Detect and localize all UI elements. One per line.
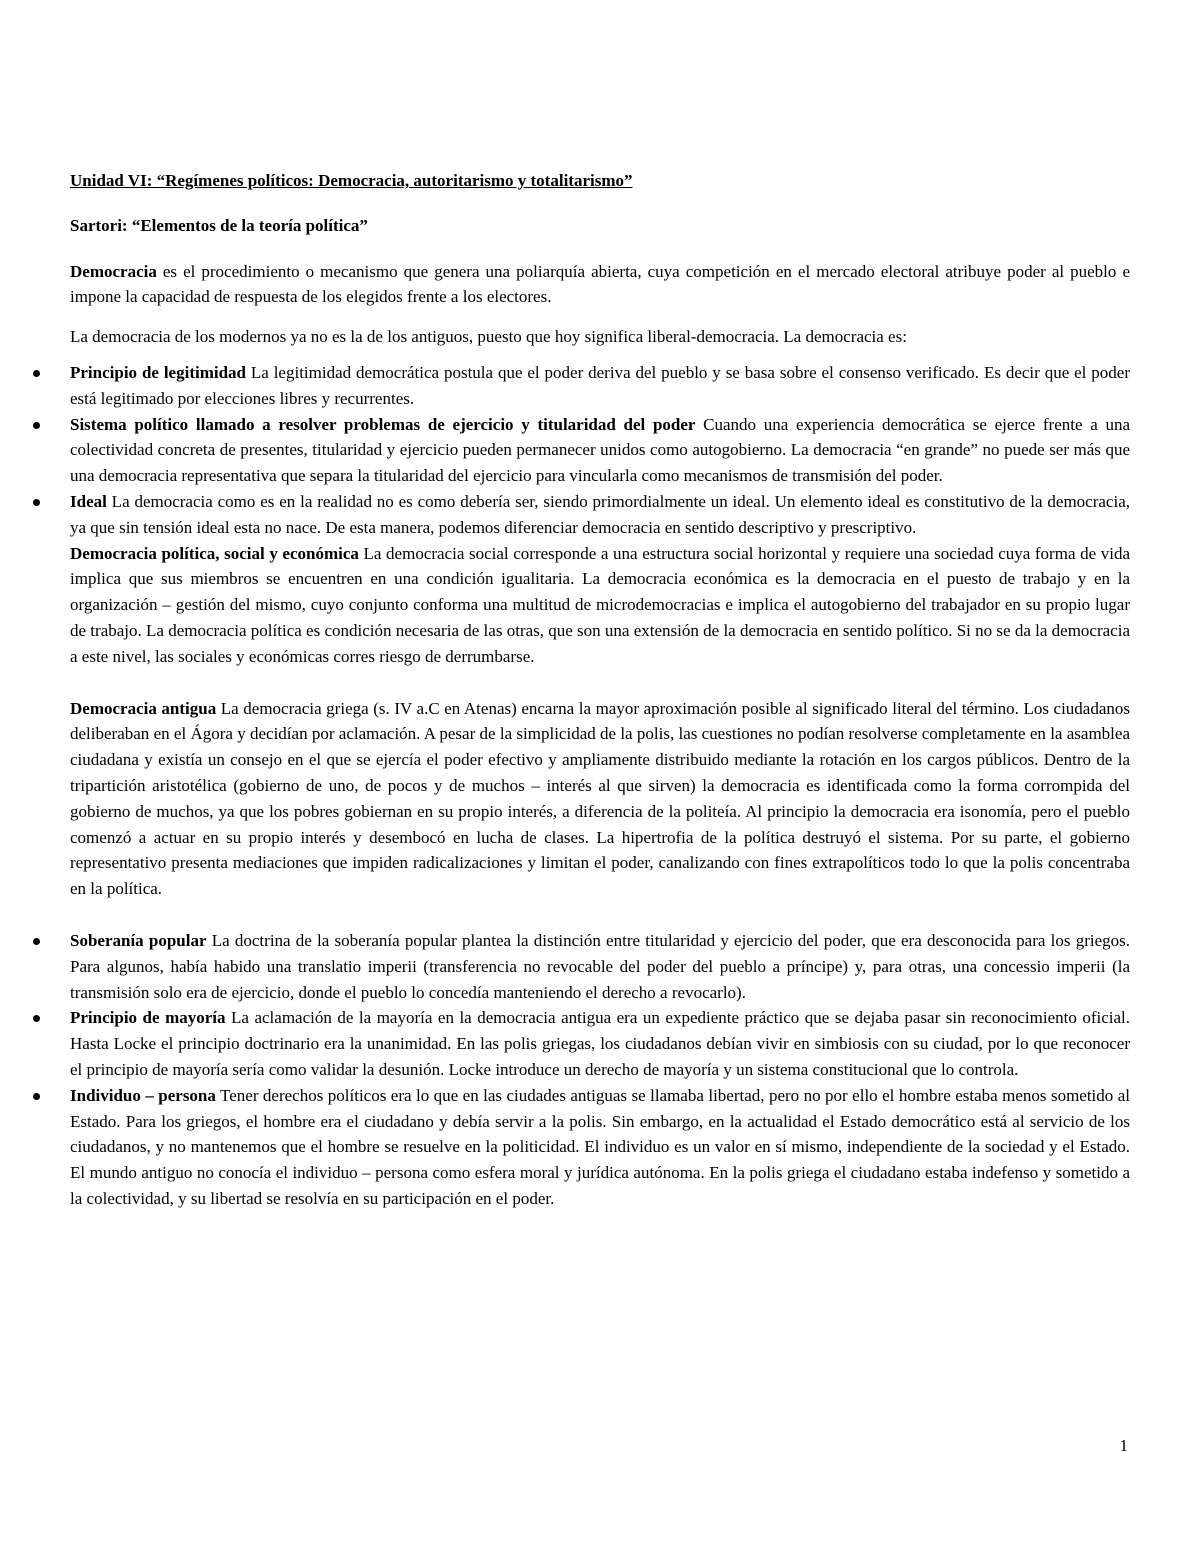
intro-term: Democracia bbox=[70, 261, 157, 281]
section-pse-text: La democracia social corresponde a una estructura social horizontal y requiere una sociedad cuya forma de vida implica que sus miembros se encuentren en una condición igualitaria. La democracia económica es la democracia en el puesto de trabajo y en la organización – gestión del mismo, cuyo conjunto conforma una multitud de microdemocracias e implica el autogobierno del trabajador en su propio lugar de trabajo. La democracia política es condición necesaria de las otras, que son una extensión de la democracia en sentido político. Si no se da la democracia a este nivel, las sociales y económicas corres riesgo de derrumbarse. bbox=[70, 543, 1131, 666]
intro2-paragraph: La democracia de los modernos ya no es la de los antiguos, puesto que hoy significa liberal-democracia. La democracia es: bbox=[70, 327, 907, 347]
page-number: 1 bbox=[1119, 1436, 1128, 1455]
list-item-text: La doctrina de la soberanía popular plantea la distinción entre titularidad y ejercicio del poder, que era desconocida para los griegos. Para algunos, había habido una translatio imperii (transferencia no revocable del poder del pueblo a príncipe) y, para otras, una concessio imperii (la transmisión solo era de ejercicio, donde el pueblo lo concedía manteniendo el derecho a revocarlo). bbox=[70, 930, 1130, 1002]
list-item-text: La democracia como es en la realidad no es como debería ser, siendo primordialmente un ideal. Un elemento ideal es constitutivo de la democracia, ya que sin tensión ideal esta no nace. De esta manera, podemos diferenciar democracia en sentido descriptivo y prescriptivo. bbox=[70, 491, 1130, 537]
bullet-icon bbox=[33, 938, 40, 945]
list-item bbox=[70, 928, 1130, 1005]
bullet-icon bbox=[33, 1093, 40, 1100]
bullet-icon bbox=[33, 422, 40, 429]
intro-paragraph bbox=[70, 259, 1130, 311]
bullet-icon bbox=[33, 370, 40, 377]
bullet-list-2 bbox=[70, 928, 1130, 1212]
section-pse-paragraph bbox=[70, 541, 1130, 670]
list-item bbox=[70, 1083, 1130, 1212]
document-title: Unidad VI: “Regímenes políticos: Democracia, autoritarismo y totalitarismo” bbox=[70, 171, 633, 190]
section-antigua-text: La democracia griega (s. IV a.C en Atenas) encarna la mayor aproximación posible al significado literal del término. Los ciudadanos deliberaban en el Ágora y decidían por aclamación. A pesar de la simplicidad de la polis, las cuestiones no podían resolverse completamente en la asamblea ciudadana y existía un consejo en el que se ejercía el poder efectivo y ampliamente distribuido mediante la rotación en los cargos públicos. Dentro de la tripartición aristotélica (gobierno de uno, de pocos y de muchos – interés al que sirven) la democracia es identificada como la forma corrompida del gobierno de muchos, ya que los pobres gobiernan en su propio interés, a diferencia de la politeía. Al principio la democracia era isonomía, pero el pueblo comenzó a actuar en su propio interés y desembocó en lucha de clases. La hipertrofia de la política destruyó el sistema. Por su parte, el gobierno representativo presenta mediaciones que impiden radicalizaciones y limitan el poder, canalizando con fines extrapolíticos todo lo que la polis concentraba en la política. bbox=[70, 698, 1130, 899]
intro-text: es el procedimiento o mecanismo que genera una poliarquía abierta, cuya competición en el mercado electoral atribuye poder al pueblo e impone la capacidad de respuesta de los elegidos frente a los electores. bbox=[70, 261, 1130, 307]
document-subtitle: Sartori: “Elementos de la teoría política” bbox=[70, 215, 368, 235]
document-page bbox=[70, 168, 1130, 1212]
list-item-term: Principio de legitimidad bbox=[70, 362, 246, 382]
section-antigua-paragraph bbox=[70, 696, 1130, 902]
section-antigua-term: Democracia antigua bbox=[70, 698, 217, 718]
list-item-term: Soberanía popular bbox=[70, 930, 207, 950]
list-item bbox=[70, 1005, 1130, 1082]
list-item-term: Individuo – persona bbox=[70, 1085, 216, 1105]
bullet-icon bbox=[33, 1015, 40, 1022]
list-item-term: Ideal bbox=[70, 491, 107, 511]
list-item bbox=[70, 412, 1130, 489]
list-item bbox=[70, 489, 1130, 541]
list-item-text: Cuando una experiencia democrática se ejerce frente a una colectividad concreta de presentes, titularidad y ejercicio pueden permanecer unidos como autogobierno. La democracia “en grande” no puede ser más que una democracia representativa que separa la titularidad del ejercicio para vincularla como mecanismos de transmisión del poder. bbox=[70, 414, 1130, 486]
list-item-text: La aclamación de la mayoría en la democracia antigua era un expediente práctico que se dejaba pasar sin reconocimiento oficial. Hasta Locke el principio doctrinario era la unanimidad. En las polis griegas, los ciudadanos debían vivir en simbiosis con su ciudad, por lo que reconocer el principio de mayoría sería como validar la desunión. Locke introduce un derecho de mayoría y un sistema constitucional que lo controla. bbox=[70, 1008, 1131, 1079]
bullet-icon bbox=[33, 499, 40, 506]
list-item bbox=[70, 360, 1130, 412]
list-item-text: La legitimidad democrática postula que el poder deriva del pueblo y se basa sobre el consenso verificado. Es decir que el poder está legitimado por elecciones libres y recurrentes. bbox=[70, 362, 1130, 408]
bullet-list-1 bbox=[70, 360, 1130, 541]
section-pse-term: Democracia política, social y económica bbox=[70, 543, 359, 563]
list-item-term: Principio de mayoría bbox=[70, 1008, 226, 1028]
list-item-text: Tener derechos políticos era lo que en las ciudades antiguas se llamaba libertad, pero no por ello el hombre estaba menos sometido al Estado. Para los griegos, el hombre era el ciudadano y debía servir a la polis. Sin embargo, en la actualidad el Estado democrático está al servicio de los ciudadanos, y no mantenemos que el hombre se resuelve en la politicidad. El individuo es un valor en sí mismo, independiente de la sociedad y el Estado. El mundo antiguo no conocía el individuo – persona como esfera moral y jurídica autónoma. En la polis griega el ciudadano estaba indefenso y sometido a la colectividad, y su libertad se resolvía en su participación en el poder. bbox=[70, 1085, 1130, 1208]
list-item-term: Sistema político llamado a resolver problemas de ejercicio y titularidad del poder bbox=[70, 414, 696, 434]
